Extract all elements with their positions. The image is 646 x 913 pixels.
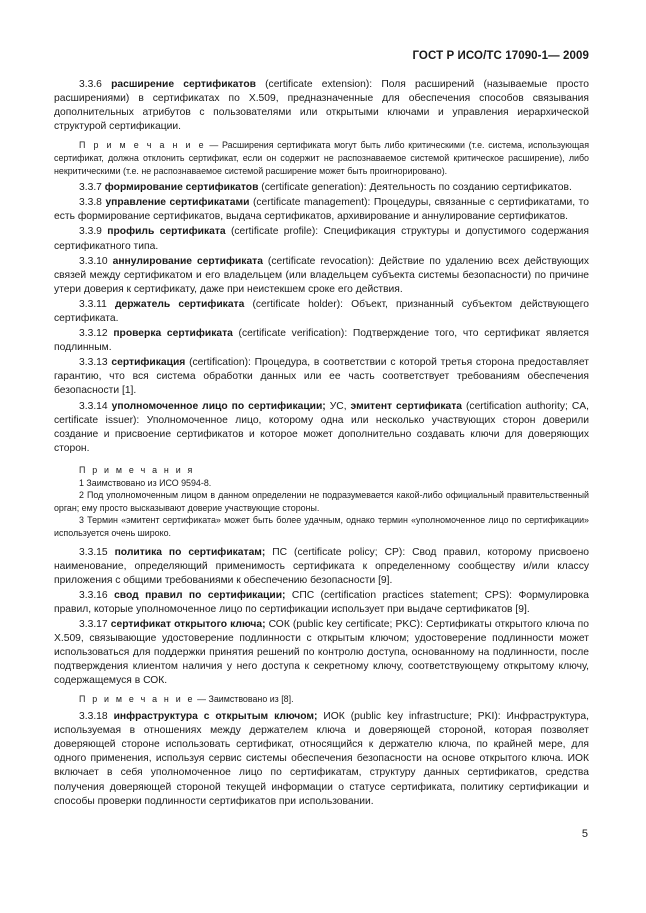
- note-item: 3 Термин «эмитент сертификата» может быть более удачным, однако термин «уполномоченное лицо по сертификации» используется очень широко.: [54, 515, 589, 538]
- term: сертификация: [111, 357, 186, 369]
- term: держатель сертификата: [115, 298, 245, 310]
- page-number: 5: [581, 828, 588, 840]
- term: формирование сертификатов: [104, 182, 259, 194]
- term: аннулирование сертификата: [112, 255, 263, 267]
- definition-3-3-12: 3.3.12 проверка сертификата (certificate verification): Подтверждение того, что сертификат является подлинным.: [54, 328, 589, 354]
- definition-3-3-9: 3.3.9 профиль сертификата (certificate profile): Спецификация структуры и допустимого содержания сертификатного типа.: [54, 226, 589, 252]
- definition-3-3-11: 3.3.11 держатель сертификата (certificate holder): Объект, признанный субъектом действующего сертификата.: [54, 298, 589, 324]
- definition-3-3-10: 3.3.10 аннулирование сертификата (certificate revocation): Действие по удалению всех действующих связей между сертификатом и его владельцем (или владельцем субъекта системы безопасности) по причине утери доверия к сертификату, даже при неистекшем сроке его действия.: [54, 255, 589, 295]
- document-header: ГОСТ Р ИСО/ТС 17090-1— 2009: [412, 50, 589, 62]
- definition-3-3-15: 3.3.15 политика по сертификатам; ПС (certificate policy; CP): Свод правил, которому присвоено наименование, определяющий применимость сертификата к определенному сообществу и/или классу приложения с общими требованиями к обеспечению безопасности [9].: [54, 546, 589, 586]
- document-body: [54, 78, 589, 810]
- definition-3-3-16: 3.3.16 свод правил по сертификации; СПС (certification practices statement; CPS): Формулировка правил, которые уполномоченное лицо по сертификации использует при выдаче сертификатов [9].: [54, 589, 589, 615]
- term: сертификат открытого ключа;: [110, 618, 266, 630]
- term: управление сертификатами: [105, 197, 250, 209]
- term: свод правил по сертификации;: [114, 589, 286, 601]
- term: политика по сертификатам;: [114, 546, 266, 558]
- term-secondary: эмитент сертификата: [350, 400, 463, 412]
- term: уполномоченное лицо по сертификации;: [111, 400, 326, 412]
- definition-3-3-7: 3.3.7 формирование сертификатов (certificate generation): Деятельность по созданию сертификатов.: [79, 182, 572, 194]
- definition-3-3-14: 3.3.14 уполномоченное лицо по сертификации; УС, эмитент сертификата (certification authority; CA, certificate issuer): Уполномоченное лицо, которому одна или несколько участвующих сторон доверили создание и присвоение сертификатов и которое может дополнительно создавать ключи для доверяющих сторон.: [54, 400, 589, 454]
- definition-3-3-13: 3.3.13 сертификация (certification): Процедура, в соответствии с которой третья сторона предоставляет гарантию, что вся система обработки данных или ее часть соответствует требованиям обеспечения безопасности [1].: [54, 357, 589, 397]
- term: инфраструктура с открытым ключом;: [113, 711, 318, 723]
- definition-3-3-8: 3.3.8 управление сертификатами (certificate management): Процедуры, связанные с сертификатами, то есть формирование сертификатов, выдача сертификатов, архивирование и аннулирование сертификатов.: [54, 197, 589, 223]
- term: расширение сертификатов: [111, 79, 256, 90]
- note-item: 1 Заимствовано из ИСО 9594-8.: [79, 477, 212, 488]
- term: проверка сертификата: [113, 328, 233, 340]
- definition-3-3-17: 3.3.17 сертификат открытого ключа; СОК (public key certificate; PKC): Сертификаты открытого ключа по X.509, связывающие удостоверение подлинности с открытым ключом; удостоверение подлинности может использоваться для поддержки принятия решений по контролю доступа, основанному на подлинности, после подтверждения клиентом наличия у него доступа к секретному ключу, соответствующему открытому ключу, содержащемуся в СОК.: [54, 618, 589, 687]
- note-3-3-17: П р и м е ч а н и е — Заимствовано из [8].: [79, 694, 294, 705]
- term: профиль сертификата: [107, 226, 226, 238]
- notes-heading: П р и м е ч а н и я: [79, 464, 195, 475]
- note-item: 2 Под уполномоченным лицом в данном определении не подразумевается какой-либо официальный правительственный орган; ему просто высказывают доверие участвующие стороны.: [54, 490, 589, 513]
- notes-block: [54, 464, 589, 540]
- definition-3-3-6: 3.3.6 расширение сертификатов (certificate extension): Поля расширений (называемые просто расширениями) в сертификатах по X.509, предназначенные для обеспечения способов связывания дополнительных атрибутов с пользователями или открытыми ключами и управления иерархической структурой сертификации.: [54, 79, 589, 133]
- definition-3-3-18: 3.3.18 инфраструктура с открытым ключом; ИОК (public key infrastructure; PKI): Инфраструктура, используемая в отношениях между держателем ключа и доверяющей стороной, которая позволяет доверяющей стороне использовать сертификат, относящийся к держателю ключа, по крайней мере, для одного применения, используя сервис системы обеспечения безопасности на основе открытого ключа. ИОК включает в себя уполномоченное лицо по сертификатам, структуру данных сертификатов, средства получения доверяющей стороной текущей информации о статусе сертификата, политику сертификации и способы проверки подлинности сертификатов при использовании.: [54, 711, 589, 807]
- note-3-3-6: П р и м е ч а н и е — Расширения сертификата могут быть либо критическими (т.е. система, использующая сертификат, должна отклонить сертификат, если он содержит не распознаваемое системой критическое расширение), либо некритическими (т.е. не распознаваемое системой расширение может быть проигнорировано).: [54, 140, 589, 176]
